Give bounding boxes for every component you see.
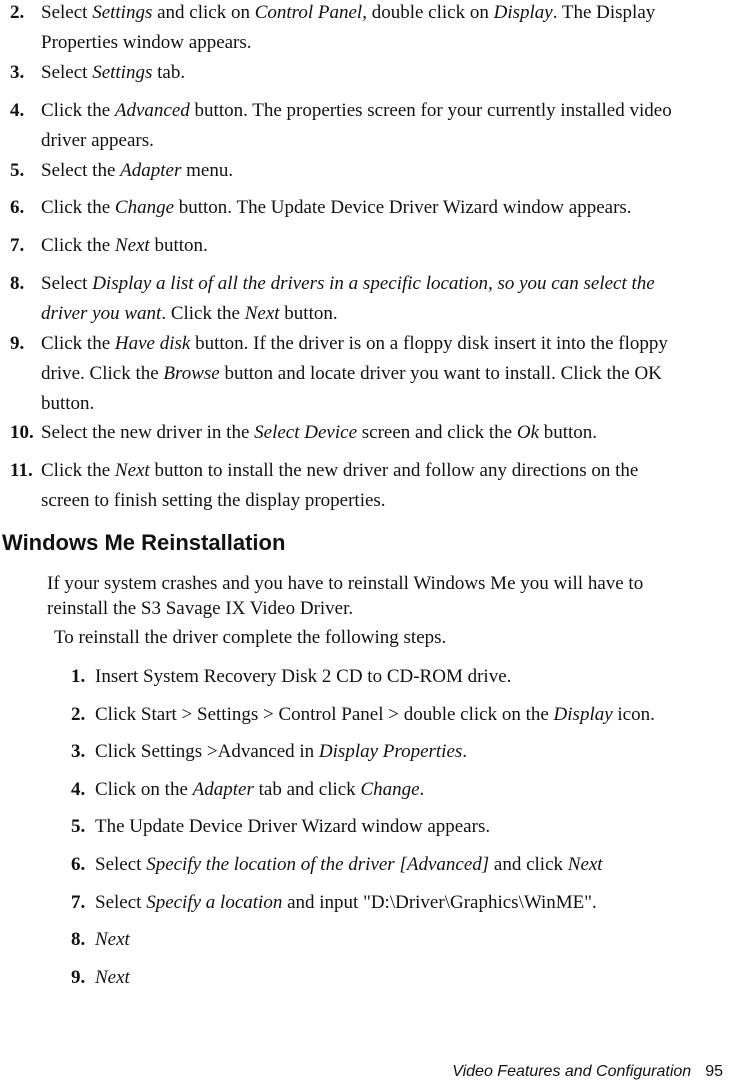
text-run: screen and click the — [357, 422, 517, 443]
emphasis: Specify the location of the driver [Advanced] — [146, 853, 490, 875]
text-run: button. The properties screen for your currently installed video — [189, 100, 672, 121]
emphasis: Display Properties — [318, 741, 463, 763]
emphasis: Have disk — [114, 333, 191, 354]
list-item — [10, 271, 725, 331]
emphasis: Control Panel — [254, 2, 363, 23]
text-line — [41, 195, 725, 225]
text-run: menu. — [181, 160, 234, 181]
text-run: . The Display — [552, 2, 656, 23]
step-number: 2. — [10, 2, 25, 23]
list-item — [71, 927, 721, 965]
list-item — [10, 98, 725, 158]
emphasis: Advanced — [114, 100, 190, 121]
text-line — [41, 391, 725, 421]
emphasis: Next — [567, 853, 603, 875]
list-item — [10, 0, 725, 60]
text-line — [41, 361, 725, 391]
text-run: Properties window appears. — [41, 32, 252, 53]
text-run: Select — [41, 2, 93, 23]
step-number: 10. — [10, 422, 34, 443]
step-number: 4. — [71, 778, 86, 800]
text-run: Click Start > Settings > Control Panel > double click on the — [95, 703, 554, 725]
text-line — [41, 158, 725, 188]
list-item — [71, 664, 721, 702]
text-line — [41, 128, 725, 158]
text-line — [41, 331, 725, 361]
emphasis: Ok — [516, 422, 539, 443]
list-item — [71, 965, 721, 1003]
text-run: . — [419, 778, 425, 800]
text-run: button. The Update Device Driver Wizard window appears. — [174, 197, 632, 218]
list-item — [71, 777, 721, 815]
text-line — [41, 30, 725, 60]
step-number: 7. — [71, 891, 86, 913]
text-run: screen to finish setting the display properties. — [41, 490, 386, 511]
text-line — [41, 458, 725, 488]
text-run: Click Settings >Advanced in — [95, 741, 319, 763]
step-number: 9. — [71, 966, 86, 988]
text-run: driver appears. — [41, 130, 154, 151]
emphasis: Browse — [163, 363, 220, 384]
text-run: and click on — [152, 2, 255, 23]
list-item — [71, 814, 721, 852]
emphasis: Display — [493, 2, 553, 23]
emphasis: Display a list of all the drivers in a specific location, so you can select the — [92, 273, 655, 294]
emphasis: Next — [114, 235, 150, 256]
text-run: button. — [41, 393, 95, 414]
text-line — [41, 233, 725, 263]
text-line — [41, 271, 725, 301]
emphasis: Display — [553, 703, 613, 725]
page-number: 95 — [705, 1063, 723, 1080]
text-run: button. If the driver is on a floppy disk insert it into the floppy — [190, 333, 668, 354]
emphasis: Next — [244, 303, 280, 324]
steps-intro: To reinstall the driver complete the following steps. — [54, 627, 447, 648]
emphasis: driver you want — [41, 303, 162, 324]
text-run: button to install the new driver and follow any directions on the — [149, 460, 639, 481]
intro-paragraph — [47, 571, 717, 621]
text-run: Click the — [41, 197, 115, 218]
step-number: 4. — [10, 100, 25, 121]
text-run: , double click on — [362, 2, 494, 23]
text-run: Click the — [41, 100, 115, 121]
step-number: 5. — [71, 816, 86, 838]
text-run: Click on the — [95, 778, 193, 800]
text-run: button. — [539, 422, 598, 443]
list-item — [10, 420, 725, 450]
text-run: tab. — [152, 62, 186, 83]
text-run: drive. Click the — [41, 363, 164, 384]
footer-title: Video Features and Configuration — [452, 1063, 692, 1080]
text-run: button. — [279, 303, 338, 324]
intro-line-2: reinstall the S3 Savage IX Video Driver. — [47, 598, 354, 619]
text-run: . — [462, 741, 468, 763]
list-item — [10, 331, 725, 421]
text-line — [41, 98, 725, 128]
list-item — [10, 158, 725, 188]
list-item — [71, 852, 721, 890]
step-number: 6. — [10, 197, 25, 218]
text-run: Click the — [41, 460, 115, 481]
step-number: 6. — [71, 853, 86, 875]
text-line — [41, 301, 725, 331]
emphasis: Select Device — [254, 422, 357, 443]
emphasis: Adapter — [120, 160, 182, 181]
text-line — [41, 0, 725, 30]
step-number: 8. — [71, 929, 86, 951]
text-run: Click the — [41, 235, 115, 256]
page-footer — [452, 1062, 723, 1082]
step-number: 3. — [10, 62, 25, 83]
text-run: Select — [95, 891, 147, 913]
text-run: The Update Device Driver Wizard window appears. — [95, 816, 491, 838]
list-item — [71, 702, 721, 740]
text-run: Select — [41, 62, 93, 83]
step-number: 8. — [10, 273, 25, 294]
text-run: button and locate driver you want to install. Click the OK — [219, 363, 662, 384]
text-run: Select — [95, 853, 147, 875]
emphasis: Next — [95, 966, 130, 988]
step-number: 2. — [71, 703, 86, 725]
step-number: 11. — [10, 460, 33, 481]
emphasis: Next — [114, 460, 150, 481]
text-run: . Click the — [161, 303, 245, 324]
text-run: Select — [41, 273, 93, 294]
list-item — [10, 233, 725, 263]
text-line — [41, 60, 725, 90]
list-item — [71, 739, 721, 777]
list-item — [71, 890, 721, 928]
emphasis: Adapter — [192, 778, 254, 800]
step-number: 9. — [10, 333, 25, 354]
reinstall-steps — [71, 664, 721, 1002]
text-run: and click — [489, 853, 568, 875]
step-number: 5. — [10, 160, 25, 181]
emphasis: Settings — [92, 2, 153, 23]
step-number: 3. — [71, 741, 86, 763]
text-run: Select the new driver in the — [41, 422, 255, 443]
emphasis: Change — [114, 197, 174, 218]
intro-line-1: If your system crashes and you have to reinstall Windows Me you will have to — [47, 573, 644, 594]
emphasis: Next — [95, 929, 130, 951]
list-item — [10, 458, 725, 518]
text-line — [41, 488, 725, 518]
text-line — [41, 420, 725, 450]
step-number: 7. — [10, 235, 25, 256]
text-run: Select the — [41, 160, 121, 181]
text-run: and input "D:\Driver\Graphics\WinME". — [282, 891, 597, 913]
text-run: tab and click — [253, 778, 361, 800]
step-number: 1. — [71, 666, 86, 687]
emphasis: Change — [360, 778, 420, 800]
list-item — [10, 60, 725, 90]
text-run: button. — [149, 235, 208, 256]
list-item — [10, 195, 725, 225]
text-run: Insert System Recovery Disk 2 CD to CD-ROM drive. — [95, 666, 512, 687]
section-heading: Windows Me Reinstallation — [2, 530, 286, 555]
emphasis: Settings — [92, 62, 153, 83]
text-run: Click the — [41, 333, 115, 354]
emphasis: Specify a location — [146, 891, 283, 913]
text-run: icon. — [612, 703, 655, 725]
